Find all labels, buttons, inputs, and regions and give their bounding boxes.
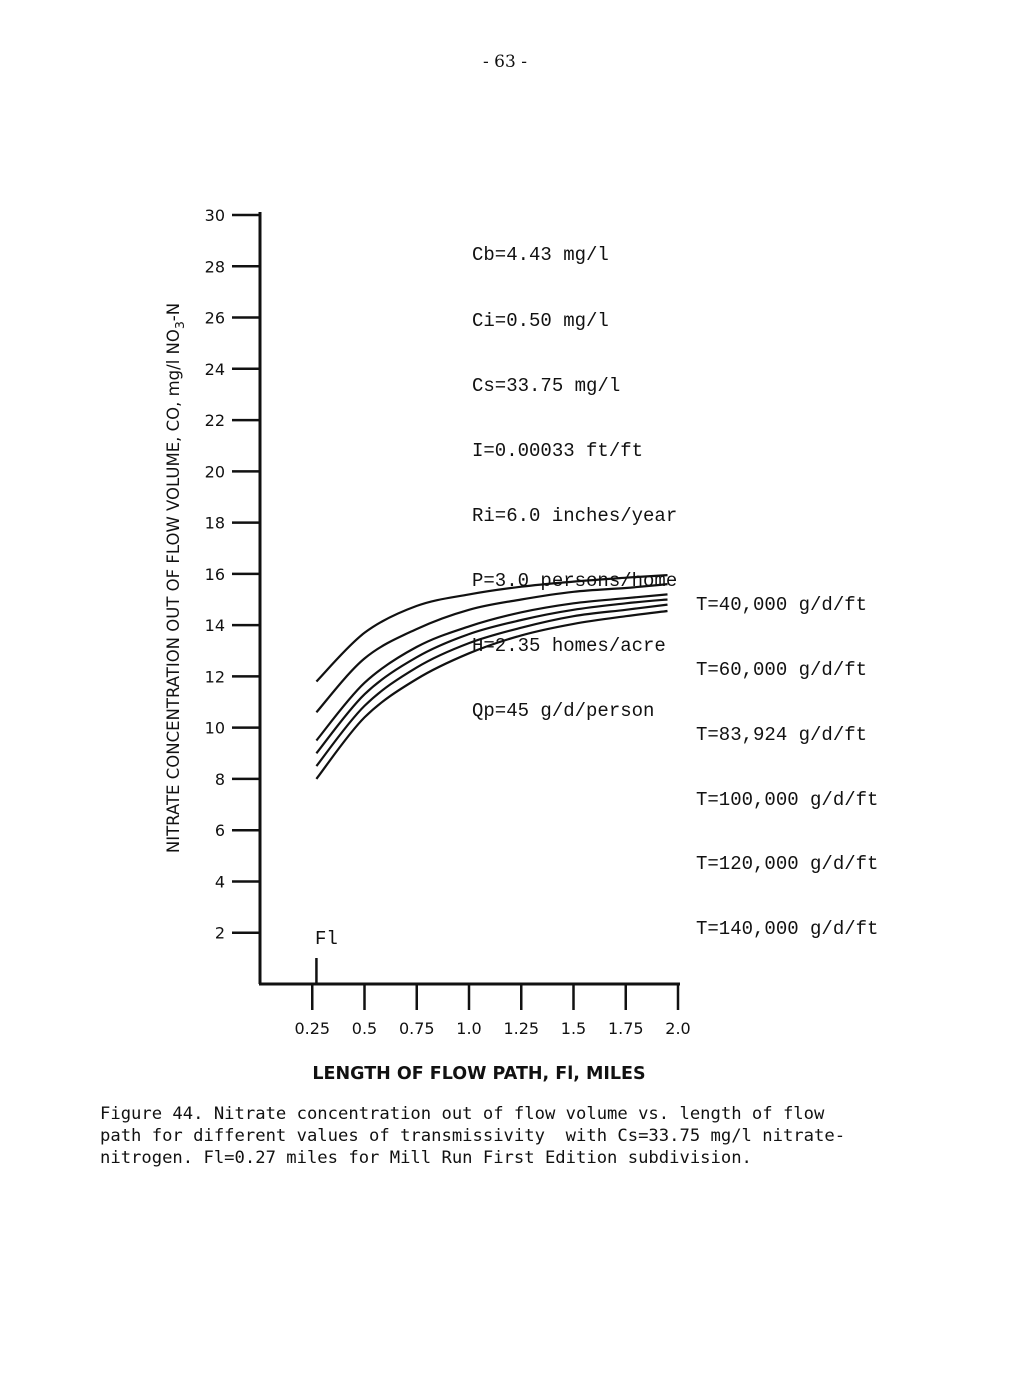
y-axis-label-subscript: 3 <box>172 321 187 330</box>
x-tick-label: 0.5 <box>351 1019 378 1038</box>
param-p: P=3.0 persons/home <box>472 569 678 592</box>
legend <box>696 552 878 962</box>
y-tick-label: 28 <box>204 257 225 277</box>
y-tick-label: 8 <box>214 769 225 789</box>
page-number: - 63 - <box>483 52 527 72</box>
param-ri: Ri=6.0 inches/year <box>472 504 678 527</box>
y-tick-label: 2 <box>214 923 225 943</box>
y-axis-label <box>164 303 187 853</box>
y-tick-label: 12 <box>204 667 225 687</box>
x-tick-label: 0.75 <box>398 1019 435 1038</box>
x-tick-label: 1.25 <box>503 1019 540 1038</box>
y-tick-label: 24 <box>204 359 225 379</box>
param-qp: Qp=45 g/d/person <box>472 700 655 723</box>
caption-line-1: Figure 44. Nitrate concentration out of flow volume vs. length of flow <box>100 1104 825 1124</box>
param-i: I=0.00033 ft/ft <box>472 439 644 462</box>
x-tick-label: 1.0 <box>456 1019 482 1038</box>
x-axis-label: LENGTH OF FLOW PATH, Fl, MILES <box>312 1064 646 1084</box>
legend-entry-120000: T=120,000 g/d/ft <box>696 853 879 876</box>
legend-entry-60000: T=60,000 g/d/ft <box>696 658 868 681</box>
y-tick-label: 14 <box>204 616 225 636</box>
param-h: H=2.35 homes/acre <box>472 634 666 657</box>
caption-line-2: path for different values of transmissivity with Cs=33.75 mg/l nitrate- <box>100 1126 846 1146</box>
legend-entry-140000: T=140,000 g/d/ft <box>696 918 879 941</box>
y-tick-label: 6 <box>214 821 225 841</box>
parameter-list <box>472 202 677 744</box>
param-cs: Cs=33.75 mg/l <box>472 374 621 397</box>
y-axis-label-suffix: -N <box>164 302 183 322</box>
fl-marker <box>315 928 338 984</box>
legend-entry-100000: T=100,000 g/d/ft <box>696 788 879 811</box>
legend-entry-40000: T=40,000 g/d/ft <box>696 594 868 617</box>
fl-marker-label: Fl <box>315 928 338 950</box>
y-axis-label-main: NITRATE CONCENTRATION OUT OF FLOW VOLUME, CO, mg/l NO <box>164 329 183 854</box>
param-cb: Cb=4.43 mg/l <box>472 244 609 267</box>
y-tick-label: 26 <box>204 308 225 328</box>
y-tick-label: 4 <box>214 872 225 892</box>
figure-caption <box>100 1103 900 1169</box>
y-axis <box>205 206 260 984</box>
x-tick-label: 1.5 <box>560 1019 587 1038</box>
legend-entry-83924: T=83,924 g/d/ft <box>696 723 868 746</box>
caption-line-3: nitrogen. Fl=0.27 miles for Mill Run First Edition subdivision. <box>100 1148 752 1168</box>
y-tick-label: 20 <box>204 462 225 482</box>
y-tick-label: 30 <box>204 206 225 225</box>
x-tick-label: 0.25 <box>294 1019 331 1038</box>
x-tick-label: 1.75 <box>607 1019 644 1038</box>
y-tick-label: 16 <box>204 564 225 584</box>
y-tick-label: 10 <box>204 718 225 738</box>
x-axis <box>259 984 691 1038</box>
y-tick-label: 22 <box>204 411 225 431</box>
y-tick-label: 18 <box>204 513 225 533</box>
param-ci: Ci=0.50 mg/l <box>472 309 609 332</box>
x-tick-label: 2.0 <box>665 1019 691 1038</box>
